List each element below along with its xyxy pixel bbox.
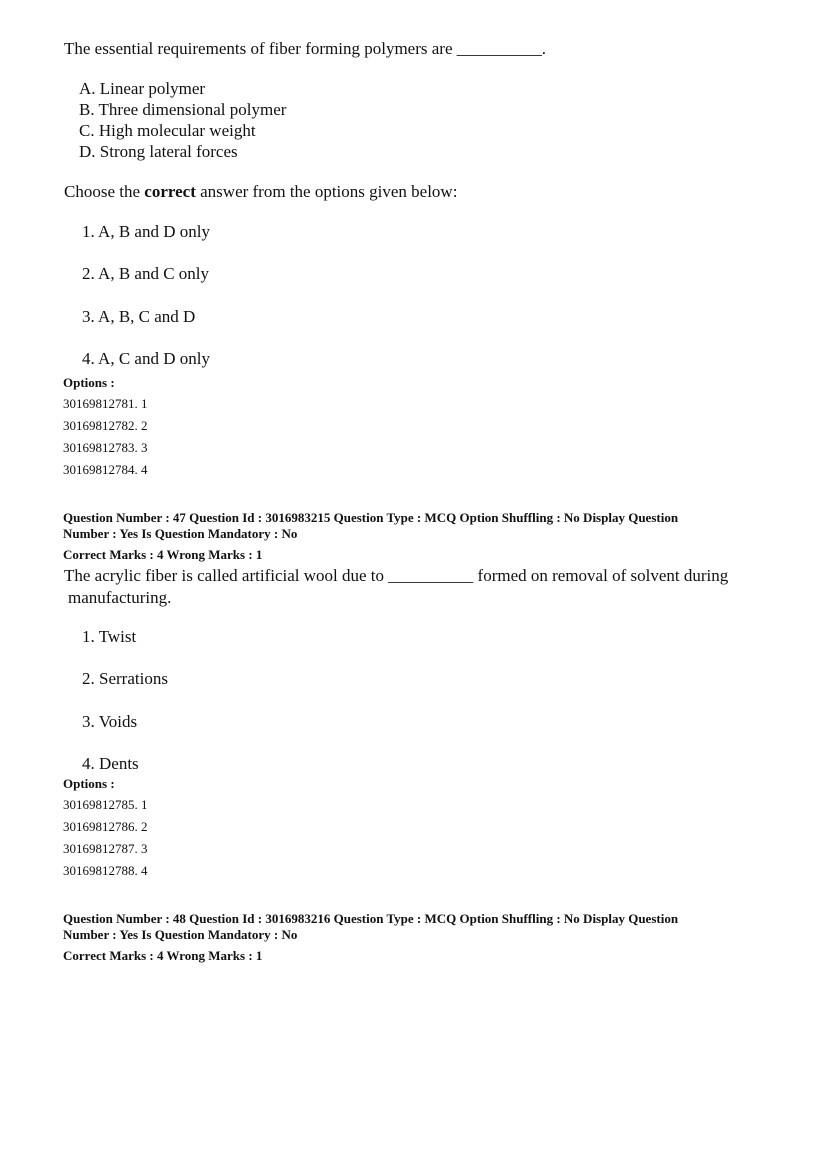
q46-option-2: 30169812782. 2 <box>63 418 148 433</box>
q47-answer-4: 4. Dents <box>82 754 139 773</box>
q47-option-4: 30169812788. 4 <box>63 863 148 878</box>
q46-option-4: 30169812784. 4 <box>63 462 148 477</box>
q46-statement-a: A. Linear polymer <box>79 79 206 98</box>
q46-answer-1: 1. A, B and D only <box>82 222 210 241</box>
instruction-bold: correct <box>144 182 196 201</box>
instruction-suffix: answer from the options given below: <box>195 182 458 201</box>
q47-stem-line2: manufacturing. <box>68 588 172 607</box>
q46-statement-c: C. High molecular weight <box>79 121 256 140</box>
q46-answer-2: 2. A, B and C only <box>82 264 210 283</box>
q46-option-3: 30169812783. 3 <box>63 440 148 455</box>
q46-option-1: 30169812781. 1 <box>63 396 148 411</box>
q46-statement-b: B. Three dimensional polymer <box>79 100 287 119</box>
q47-options-label: Options : <box>63 776 115 791</box>
q47-answer-1: 1. Twist <box>82 627 137 646</box>
q46-answer-4: 4. A, C and D only <box>82 349 210 368</box>
q46-stem: The essential requirements of fiber forming polymers are __________. <box>64 39 547 58</box>
q46-statement-d: D. Strong lateral forces <box>79 142 238 161</box>
instruction-prefix: Choose the <box>64 182 145 201</box>
q47-meta-line2: Number : Yes Is Question Mandatory : No <box>63 526 298 541</box>
q46-options-label: Options : <box>63 375 115 390</box>
q47-option-2: 30169812786. 2 <box>63 819 148 834</box>
q47-option-1: 30169812785. 1 <box>63 797 148 812</box>
q47-option-3: 30169812787. 3 <box>63 841 148 856</box>
q47-answer-2: 2. Serrations <box>82 669 168 688</box>
q46-answer-3: 3. A, B, C and D <box>82 307 196 326</box>
q48-meta-line2: Number : Yes Is Question Mandatory : No <box>63 927 298 942</box>
q48-marks: Correct Marks : 4 Wrong Marks : 1 <box>63 948 263 963</box>
q47-marks: Correct Marks : 4 Wrong Marks : 1 <box>63 547 263 562</box>
q46-instruction <box>64 182 457 202</box>
q47-meta-line1: Question Number : 47 Question Id : 3016983215 Question Type : MCQ Option Shuffling : No Display Question <box>63 510 679 525</box>
q47-stem-line1: The acrylic fiber is called artificial wool due to __________ formed on removal of solvent during <box>64 566 729 585</box>
q48-meta-line1: Question Number : 48 Question Id : 3016983216 Question Type : MCQ Option Shuffling : No Display Question <box>63 911 679 926</box>
q47-answer-3: 3. Voids <box>82 712 138 731</box>
